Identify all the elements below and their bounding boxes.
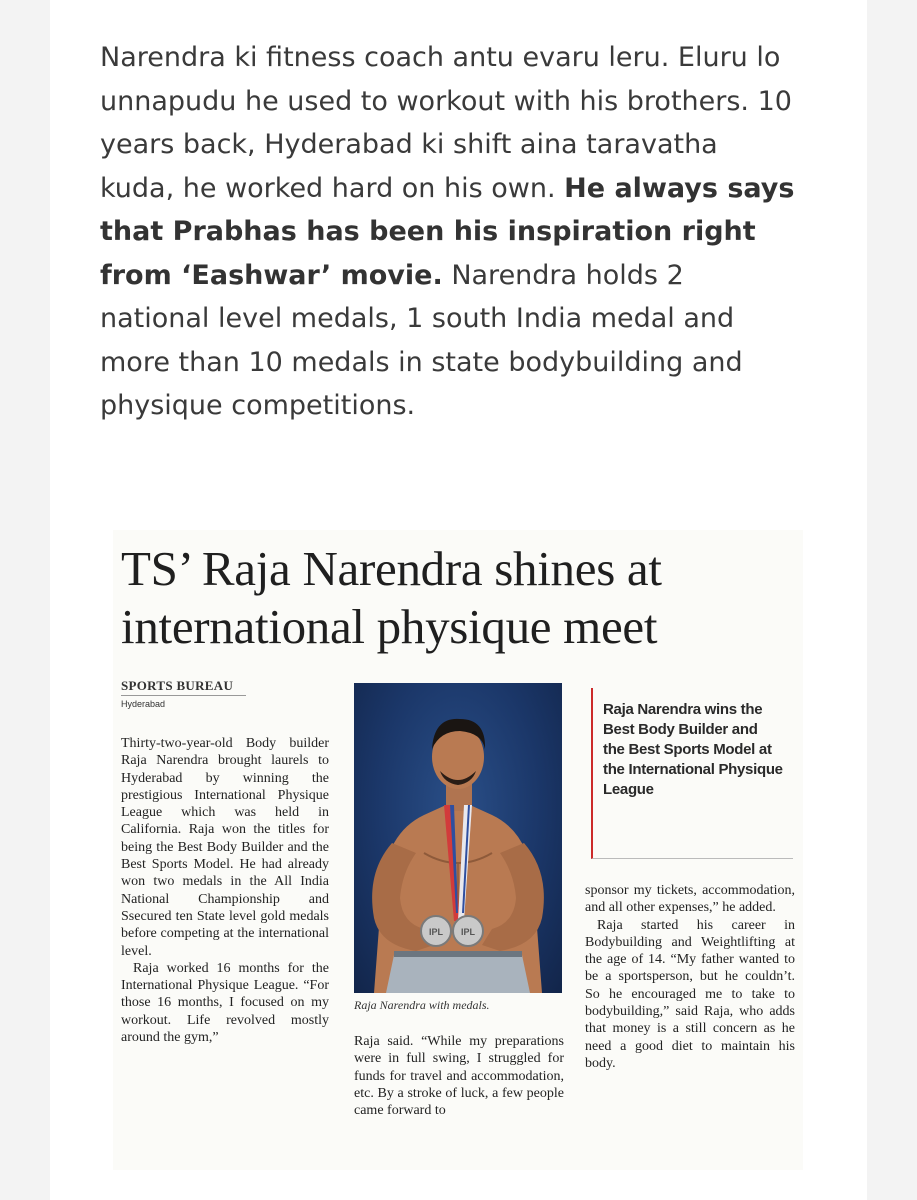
intro-text-2: Narendra holds 2 national level medals, 1 south India medal and more than 10 medals in state bodybuilding and physique competitions. (100, 259, 743, 421)
article-paragraph: Raja started his career in Bodybuilding and Weightlifting at the age of 14. “My father wanted to be a sportsperson, but he couldn’t. So he encouraged me to take to bodybuilding,” said Raja, who adds that money is a still concern as he need a good diet to maintain his body. (585, 917, 795, 1071)
athlete-photo (354, 683, 562, 993)
article-paragraph: Raja said. “While my preparations were in full swing, I struggled for funds for travel and accommodation, etc. By a stroke of luck, a few people came forward to (354, 1034, 564, 1119)
article-paragraph: sponsor my tickets, accommodation, and all other expenses,” he added. (585, 883, 795, 916)
pull-quote-text: Raja Narendra wins the Best Body Builder and the Best Sports Model at the International Physique League (603, 701, 783, 798)
pull-quote-box (591, 688, 793, 859)
article-paragraph: Raja worked 16 months for the International Physique League. “For those 16 months, I focused on my workout. Life revolved mostly around the gym,” (121, 960, 329, 1046)
intro-paragraph (100, 36, 800, 428)
photo-caption: Raja Narendra with medals. (354, 998, 490, 1012)
article-column-1 (121, 735, 329, 1046)
intro-bold-text: He always says that Prabhas has been his inspiration right from ‘Eashwar’ movie. (100, 172, 795, 291)
newspaper-clipping (113, 530, 803, 1170)
byline: SPORTS BUREAU (121, 678, 234, 693)
article-column-2 (354, 1033, 564, 1119)
clipping-headline: TS’ Raja Narendra shines at international physique meet (121, 541, 662, 654)
article-paragraph: Thirty-two-year-old Body builder Raja Narendra brought laurels to Hyderabad by winning the prestigious International Physique League which was held in California. Raja won the titles for being the Best Body Builder and the Best Sports Model. He had already won two medals in the All India National Championship and Ssecured ten State level gold medals before competing at the international level. (121, 736, 329, 959)
medal-label: IPL (460, 927, 476, 937)
dateline: Hyderabad (121, 699, 166, 709)
byline-rule (121, 695, 246, 696)
medal-label: IPL (428, 927, 444, 937)
intro-text-1: Narendra ki fitness coach antu evaru leru. Eluru lo unnapudu he used to workout with his brothers. 10 years back, Hyderabad ki shift aina taravatha kuda, he worked hard on his own. (100, 42, 792, 204)
athlete-illustration (354, 683, 562, 993)
article-column-3 (585, 882, 795, 1072)
